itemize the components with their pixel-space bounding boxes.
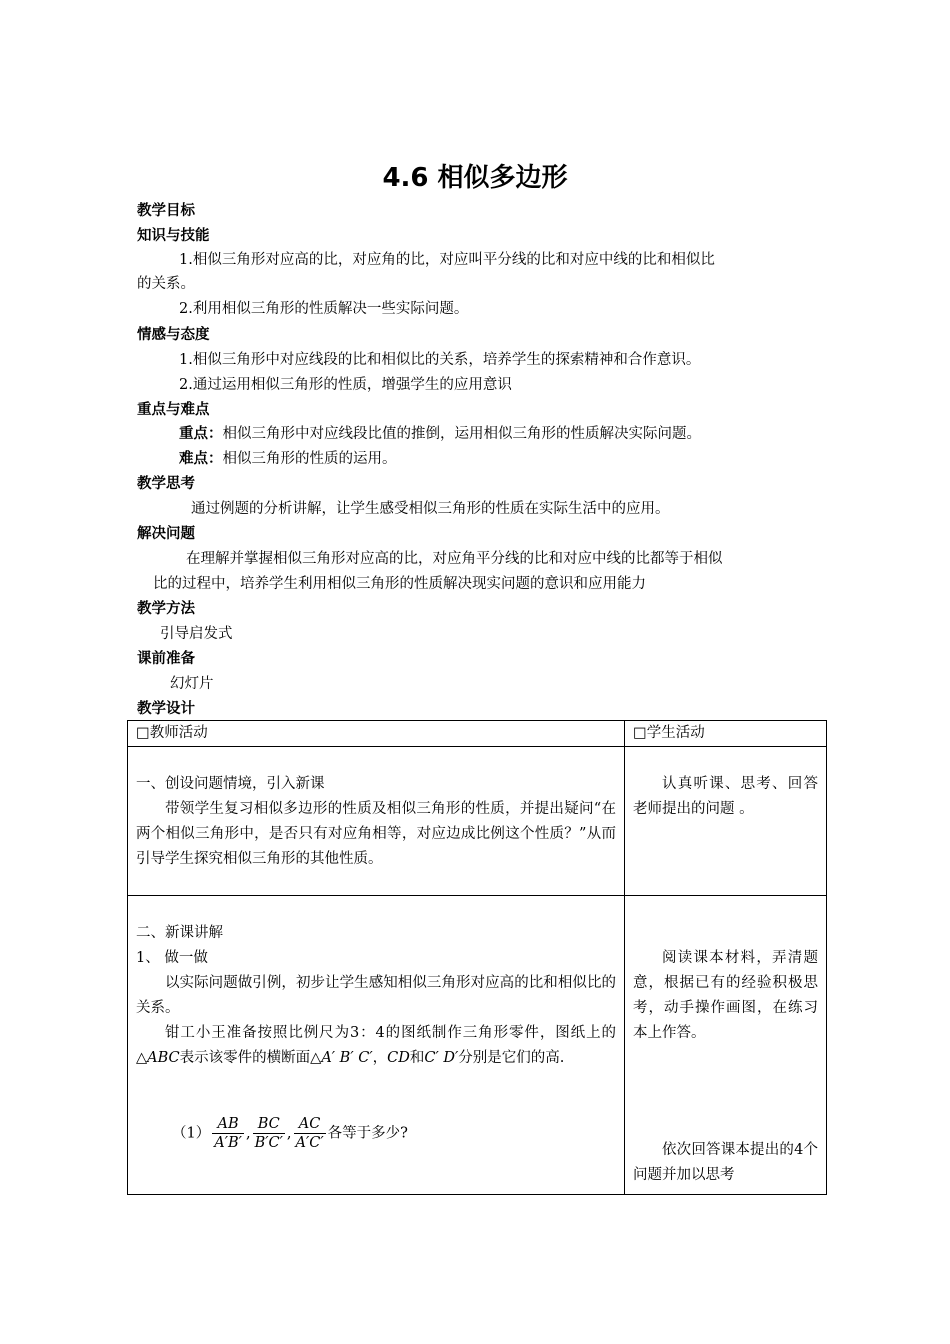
solve-line-1: 在理解并掌握相似三角形对应高的比，对应角平分线的比和对应中线的比都等于相似 (186, 551, 723, 567)
focus-hard-label: 难点： (179, 451, 223, 467)
heading-thinking: 教学思考 (137, 476, 195, 492)
heading-objectives: 教学目标 (137, 203, 195, 219)
row2-student-2: 依次回答课本提出的4个问题并加以思考 (633, 1142, 818, 1183)
knowledge-item-1-cont: 的关系。 (137, 276, 195, 292)
focus-key-label: 重点： (179, 426, 223, 442)
teacher-cell-2 (128, 896, 625, 1195)
method-text: 引导启发式 (160, 626, 233, 642)
question-1-number: （1） (172, 1125, 211, 1142)
thinking-text: 通过例题的分析讲解，让学生感受相似三角形的性质在实际生活中的应用。 (191, 501, 670, 517)
knowledge-item-1: 1.相似三角形对应高的比，对应角的比，对应叫平分线的比和对应中线的比和相似比 (179, 252, 715, 268)
knowledge-item-2: 2.利用相似三角形的性质解决一些实际问题。 (179, 301, 469, 317)
teacher-cell-1 (128, 747, 625, 896)
row2-sub: 1、 做一做 (136, 950, 208, 966)
heading-design: 教学设计 (137, 701, 195, 717)
row2-title: 二、新课讲解 (136, 925, 223, 941)
page-title: 4.6 相似多边形 (382, 163, 568, 193)
solve-line-2: 比的过程中，培养学生利用相似三角形的性质解决现实问题的意识和应用能力 (153, 576, 646, 592)
focus-key-text: 相似三角形中对应线段比值的推倒，运用相似三角形的性质解决实际问题。 (222, 426, 701, 442)
focus-hard (179, 449, 397, 469)
row1-student: 认真听课、思考、回答老师提出的问题 。 (633, 776, 818, 817)
table-row (128, 747, 827, 896)
student-cell-2 (625, 896, 827, 1195)
heading-prep: 课前准备 (137, 651, 195, 667)
row1-title: 一、创设问题情境，引入新课 (136, 776, 325, 792)
prep-text: 幻灯片 (170, 676, 214, 692)
attitude-item-2: 2.通过运用相似三角形的性质，增强学生的应用意识 (179, 377, 512, 393)
design-table (127, 720, 827, 1195)
student-cell-1 (625, 747, 827, 896)
attitude-item-1: 1.相似三角形中对应线段的比和相似比的关系，培养学生的探索精神和合作意识。 (179, 352, 701, 368)
student-header-cell (625, 721, 827, 747)
row2-p1: 以实际问题做引例，初步让学生感知相似三角形对应高的比和相似比的关系。 (136, 975, 616, 1016)
fraction-bc: $\frac{BC}{B'C'}$ (254, 1116, 283, 1151)
question-1: （1） $\frac{AB}{A'B'}$ , $\frac{BC}{B'C'}$ , $\frac{AC}{A'C'}$ 各等于多少? (172, 1116, 408, 1151)
row1-body: 带领学生复习相似多边形的性质及相似三角形的性质，并提出疑问“在两个相似三角形中，是否只有对应角相等，对应边成比例这个性质？”从而引导学生探究相似三角形的其他性质。 (136, 801, 616, 867)
row2-student-1: 阅读课本材料，弄清题意，根据已有的经验积极思考，动手操作画图，在练习本上作答。 (633, 950, 818, 1041)
focus-hard-text: 相似三角形的性质的运用。 (222, 451, 397, 467)
fraction-ac: $\frac{AC}{A'C'}$ (295, 1116, 324, 1151)
question-1-tail: 各等于多少? (327, 1125, 408, 1142)
heading-solve: 解决问题 (137, 526, 195, 542)
heading-focus: 重点与难点 (137, 402, 210, 418)
teacher-header-cell (128, 721, 625, 747)
focus-key (179, 424, 701, 444)
row2-p2: 钳工小王准备按照比例尺为3：4的图纸制作三角形零件，图纸上的△ABC表示该零件的横断面△A′ B′ C′，CD和C′ D′分别是它们的高. (136, 1025, 616, 1066)
heading-method: 教学方法 (137, 601, 195, 617)
fraction-ab: $\frac{AB}{A'B'}$ (214, 1116, 242, 1151)
table-row (128, 896, 827, 1195)
student-header: □学生活动 (633, 725, 705, 741)
heading-attitude: 情感与态度 (137, 327, 210, 343)
heading-knowledge: 知识与技能 (137, 228, 210, 244)
teacher-header: □教师活动 (136, 725, 208, 741)
table-header-row (128, 721, 827, 747)
